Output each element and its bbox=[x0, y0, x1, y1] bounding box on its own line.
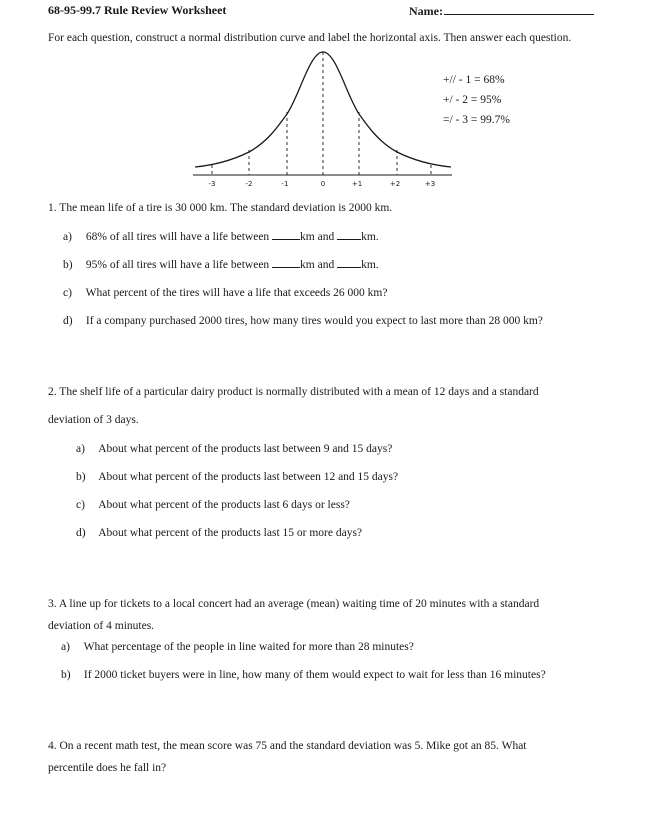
q1-stem: 1. The mean life of a tire is 30 000 km. The standard deviation is 2000 km. bbox=[48, 202, 393, 214]
q2-part-c bbox=[76, 499, 350, 511]
part-text: km. bbox=[361, 259, 379, 271]
q3-stem-line-2: deviation of 4 minutes. bbox=[48, 620, 155, 632]
q1-part-b bbox=[63, 258, 379, 271]
part-text: About what percent of the products last 6 days or less? bbox=[98, 499, 350, 511]
part-text: km and bbox=[300, 259, 335, 271]
q1-part-d bbox=[63, 315, 543, 327]
name-blank-line[interactable] bbox=[444, 3, 594, 15]
q3-part-b bbox=[61, 669, 546, 681]
rule-three-sd: =/ - 3 = 99.7% bbox=[443, 114, 510, 126]
part-label: c) bbox=[76, 499, 85, 511]
name-label: Name: bbox=[409, 4, 443, 18]
q2-part-d bbox=[76, 527, 362, 539]
normal-distribution-diagram bbox=[185, 48, 470, 193]
tick-label: -3 bbox=[208, 180, 216, 188]
worksheet-title: 68-95-99.7 Rule Review Worksheet bbox=[48, 3, 227, 17]
part-label: b) bbox=[61, 669, 71, 681]
q1-part-c bbox=[63, 287, 387, 299]
q4-stem-line-1: 4. On a recent math test, the mean score was 75 and the standard deviation was 5. Mike got an 85. What bbox=[48, 740, 527, 752]
q2-part-a bbox=[76, 443, 392, 455]
q3-part-a bbox=[61, 641, 414, 653]
tick-label: +2 bbox=[389, 180, 401, 188]
tick-label: -2 bbox=[245, 180, 253, 188]
part-label: d) bbox=[76, 527, 86, 539]
part-label: a) bbox=[76, 443, 85, 455]
tick-label: 0 bbox=[320, 180, 326, 188]
part-text: About what percent of the products last 15 or more days? bbox=[98, 527, 363, 539]
q2-part-b bbox=[76, 471, 398, 483]
part-label: b) bbox=[76, 471, 86, 483]
q2-stem-line-1: 2. The shelf life of a particular dairy product is normally distributed with a mean of 12 days and a standard bbox=[48, 386, 539, 398]
part-text: km. bbox=[361, 231, 379, 243]
part-text: About what percent of the products last between 9 and 15 days? bbox=[98, 443, 393, 455]
part-text: What percentage of the people in line waited for more than 28 minutes? bbox=[83, 641, 414, 653]
part-text: 95% of all tires will have a life between bbox=[85, 259, 270, 271]
part-text: If a company purchased 2000 tires, how many tires would you expect to last more than 28 000 km? bbox=[85, 315, 543, 327]
tick-label: -1 bbox=[281, 180, 289, 188]
tick-label: +1 bbox=[351, 180, 363, 188]
instructions: For each question, construct a normal distribution curve and label the horizontal axis. Then answer each question. bbox=[48, 32, 572, 44]
q1-part-a bbox=[63, 230, 379, 243]
part-text: 68% of all tires will have a life between bbox=[85, 231, 270, 243]
answer-blank[interactable] bbox=[272, 258, 300, 268]
q2-stem-line-2: deviation of 3 days. bbox=[48, 414, 139, 426]
part-label: a) bbox=[63, 231, 72, 243]
part-label: a) bbox=[61, 641, 70, 653]
q3-stem-line-1: 3. A line up for tickets to a local concert had an average (mean) waiting time of 20 minutes with a standard bbox=[48, 598, 540, 610]
part-text: What percent of the tires will have a life that exceeds 26 000 km? bbox=[85, 287, 388, 299]
tick-label: +3 bbox=[424, 180, 436, 188]
q4-stem-line-2: percentile does he fall in? bbox=[48, 762, 167, 774]
part-label: b) bbox=[63, 259, 73, 271]
part-text: About what percent of the products last between 12 and 15 days? bbox=[98, 471, 399, 483]
answer-blank[interactable] bbox=[337, 230, 361, 240]
rule-one-sd: +// - 1 = 68% bbox=[443, 74, 505, 86]
part-text: km and bbox=[300, 231, 335, 243]
part-label: d) bbox=[63, 315, 73, 327]
answer-blank[interactable] bbox=[272, 230, 300, 240]
rule-two-sd: +/ - 2 = 95% bbox=[443, 94, 502, 106]
answer-blank[interactable] bbox=[337, 258, 361, 268]
part-text: If 2000 ticket buyers were in line, how many of them would expect to wait for less than 16 minutes? bbox=[83, 669, 546, 681]
part-label: c) bbox=[63, 287, 72, 299]
name-field[interactable] bbox=[409, 3, 594, 19]
